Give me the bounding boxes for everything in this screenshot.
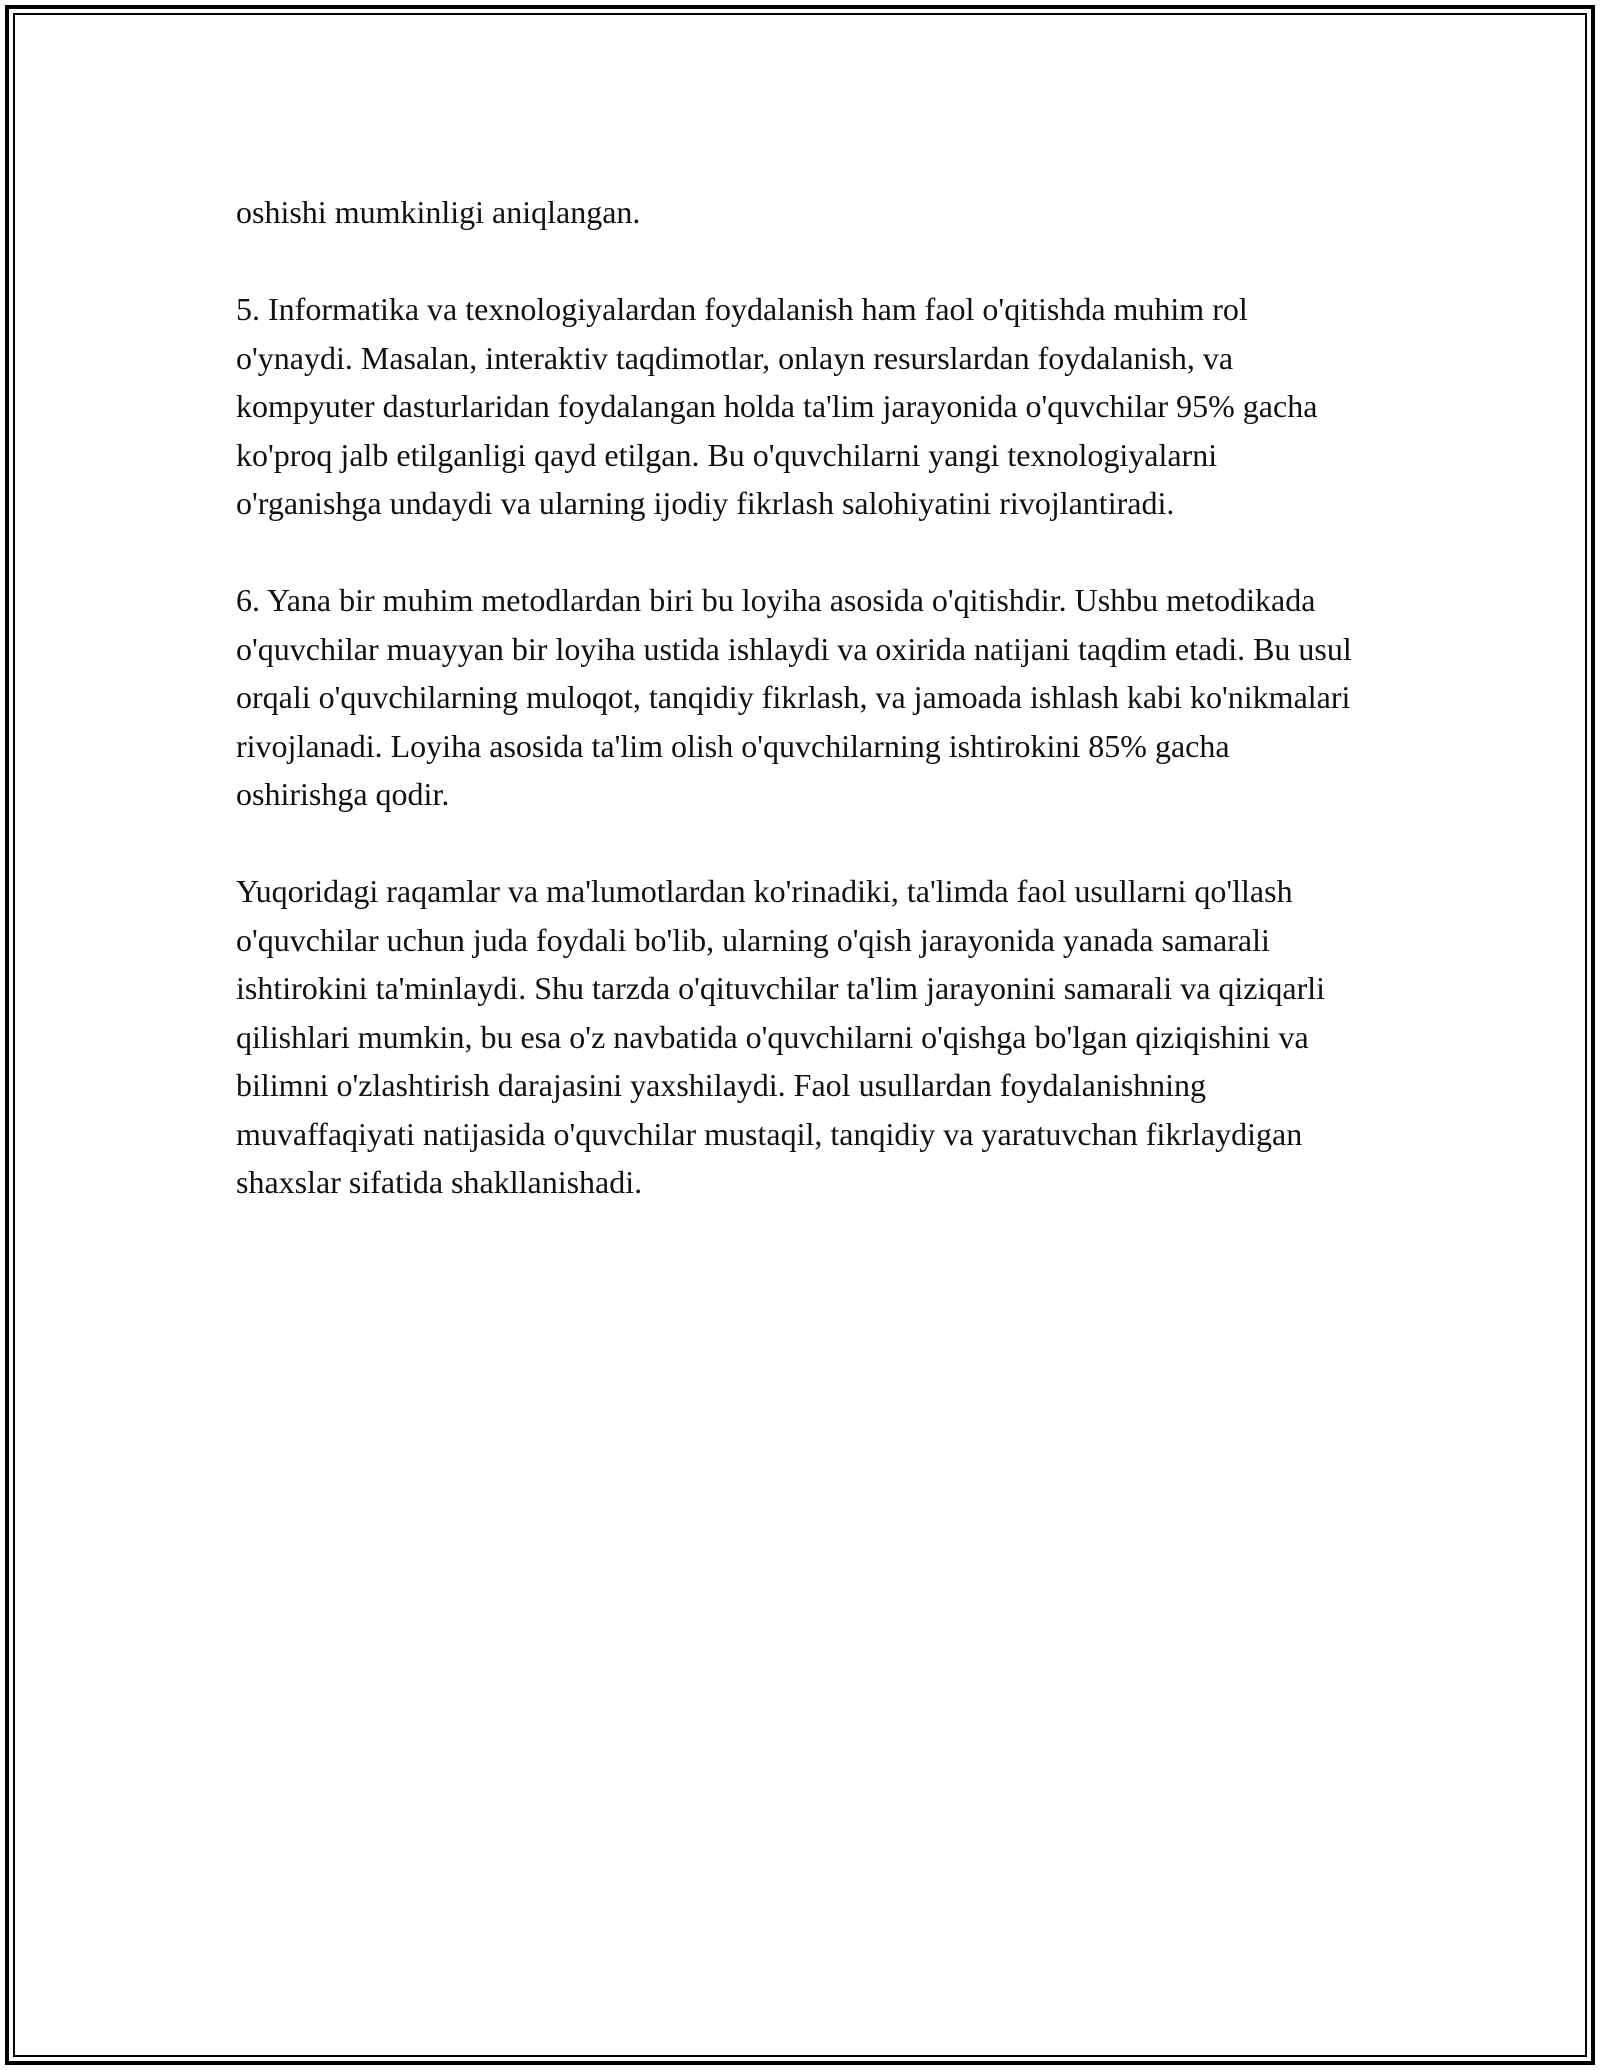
paragraph-item-6: 6. Yana bir muhim metodlardan biri bu loyiha asosida o'qitishdir. Ushbu metodikada o'quvchilar muayyan bir loyiha ustida ishlaydi va oxirida natijani taqdim etadi. Bu usul orqali o'quvchilarning muloqot, tanqidiy fikrlash, va jamoada ishlash kabi ko'nikmalari rivojlanadi. Loyiha asosida ta'lim olish o'quvchilarning ishtirokini 85% gacha oshirishga qodir. xyxy=(236,582,1352,812)
paragraph-continuation: oshishi mumkinligi aniqlangan. xyxy=(236,194,641,230)
paragraph-conclusion: Yuqoridagi raqamlar va ma'lumotlardan ko'rinadiki, ta'limda faol usullarni qo'llash o'quvchilar uchun juda foydali bo'lib, ularning o'qish jarayonida yanada samarali ishtirokini ta'minlaydi. Shu tarzda o'qituvchilar ta'lim jarayonini samarali va qiziqarli qilishlari mumkin, bu esa o'z navbatida o'quvchilarni o'qishga bo'lgan qiziqishini va bilimni o'zlashtirish darajasini yaxshilaydi. Faol usullardan foydalanishning muvaffaqiyati natijasida o'quvchilar mustaqil, tanqidiy va yaratuvchan fikrlaydigan shaxslar sifatida shakllanishadi. xyxy=(236,873,1326,1200)
paragraph-item-5: 5. Informatika va texnologiyalardan foydalanish ham faol o'qitishda muhim rol o'ynaydi. Masalan, interaktiv taqdimotlar, onlayn resurslardan foydalanish, va kompyuter dasturlaridan foydalangan holda ta'lim jarayonida o'quvchilar 95% gacha ko'proq jalb etilganligi qayd etilgan. Bu o'quvchilarni yangi texnologiyalarni o'rganishga undaydi va ularning ijodiy fikrlash salohiyatini rivojlantiradi. xyxy=(236,291,1318,521)
document-body xyxy=(236,188,1366,1207)
